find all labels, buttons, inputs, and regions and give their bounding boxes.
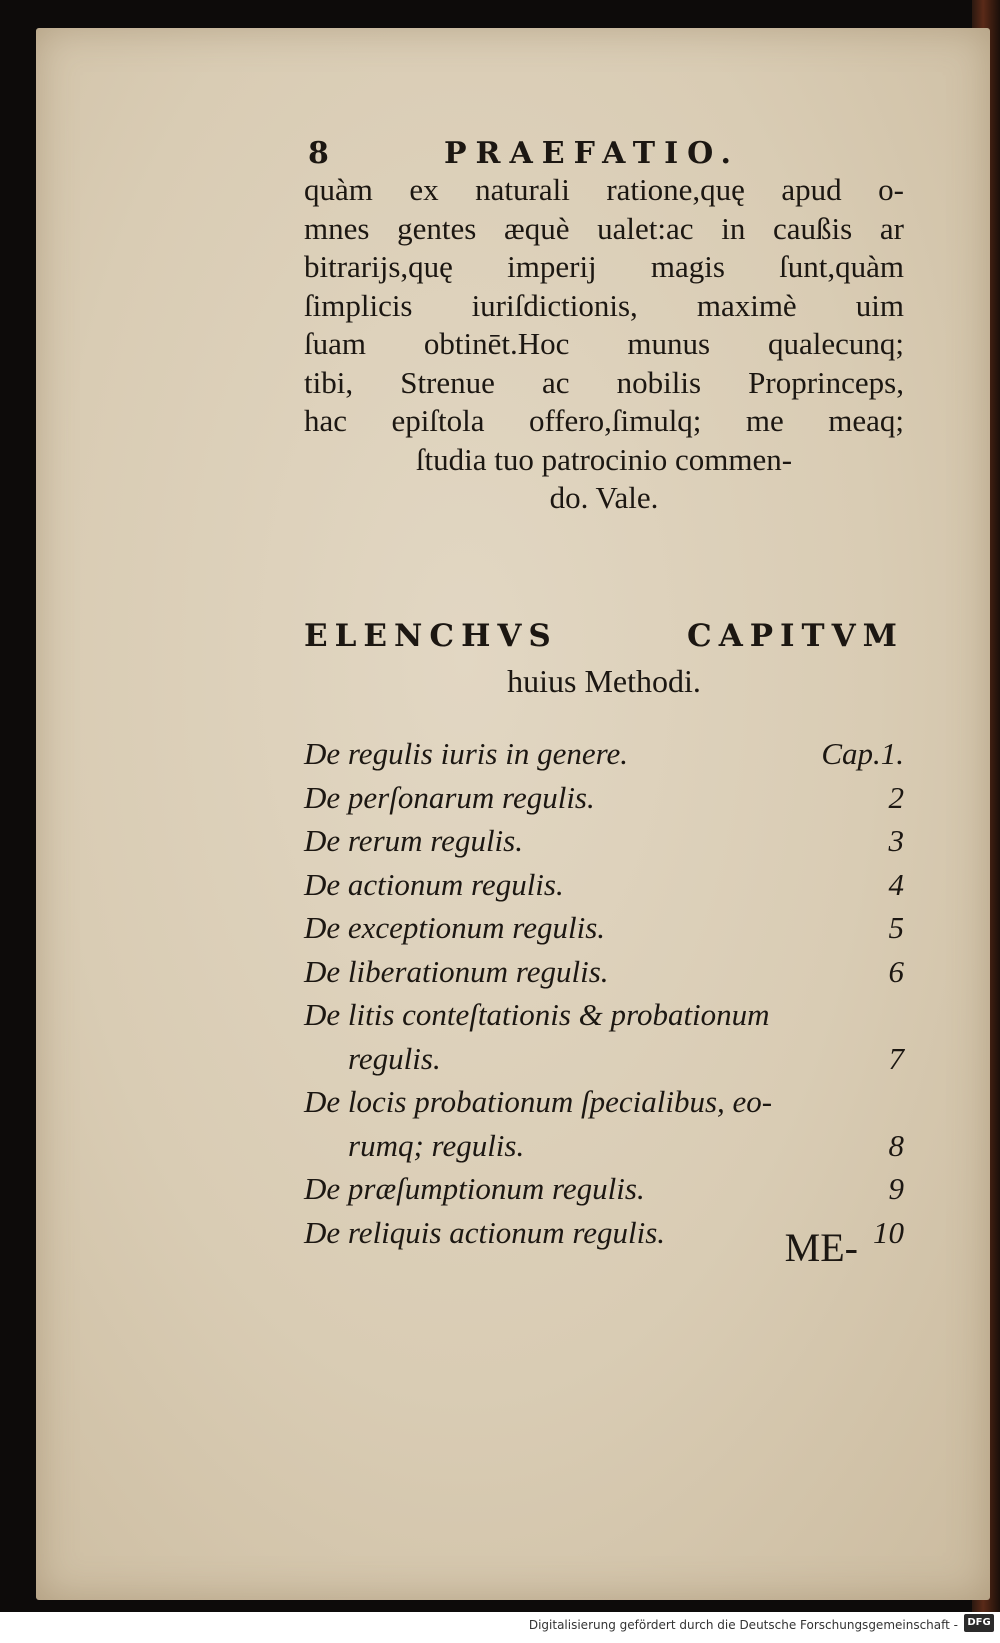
chapter-entry bbox=[304, 1124, 904, 1168]
text-line: do. Vale. bbox=[549, 480, 659, 515]
text-line: quàm ex naturali ratione,quę apud o- bbox=[304, 172, 904, 207]
text-line: bitrarijs,quę imperij magis ſunt,quàm bbox=[304, 249, 904, 284]
chapter-entry bbox=[304, 819, 904, 863]
chapter-title: De perſonarum regulis. bbox=[304, 779, 595, 815]
chapter-number: 7 bbox=[888, 1040, 904, 1076]
catchword: ME- bbox=[784, 1225, 858, 1270]
chapter-entry bbox=[304, 776, 904, 820]
text-line: mnes gentes æquè ualet:ac in caußis ar bbox=[304, 210, 904, 246]
chapter-title: regulis. bbox=[348, 1040, 441, 1076]
text-line: ſtudia tuo patrocinio commen- bbox=[415, 441, 793, 477]
chapter-title: De liberationum regulis. bbox=[304, 953, 609, 989]
chapter-number: 6 bbox=[888, 953, 904, 989]
chapter-title: De actionum regulis. bbox=[304, 866, 564, 902]
chapter-title: De litis conteſtationis & probationum bbox=[304, 997, 770, 1032]
chapter-list bbox=[304, 732, 904, 1254]
chapter-title: rumq; regulis. bbox=[348, 1127, 525, 1163]
chapter-entry bbox=[304, 906, 904, 950]
dfg-logo-icon: DFG bbox=[964, 1614, 994, 1632]
page-content bbox=[36, 28, 990, 1600]
chapter-entry bbox=[304, 1167, 904, 1211]
chapter-number: 5 bbox=[888, 910, 904, 945]
chapter-number: 4 bbox=[888, 866, 904, 902]
chapter-entry bbox=[304, 1037, 904, 1081]
chapter-entry bbox=[304, 863, 904, 907]
chapter-entry bbox=[304, 732, 904, 776]
chapter-title: De rerum regulis. bbox=[304, 823, 523, 858]
text-line: ſuam obtinēt.Hoc munus qualecunq; bbox=[304, 326, 904, 361]
text-line: ſimplicis iuriſdictionis, maximè uim bbox=[304, 287, 904, 323]
chapter-title: De exceptionum regulis. bbox=[304, 910, 606, 945]
chapter-title: De locis probationum ſpecialibus, eo- bbox=[304, 1084, 773, 1119]
elenchus-subheading: huius Methodi. bbox=[507, 663, 701, 699]
chapter-number: 2 bbox=[888, 779, 904, 815]
chapter-entry bbox=[304, 950, 904, 994]
preface-text bbox=[304, 171, 904, 518]
chapter-title: De præſumptionum regulis. bbox=[304, 1171, 645, 1206]
chapter-entry bbox=[304, 1080, 904, 1124]
funding-credit: Digitalisierung gefördert durch die Deutsche Forschungsgemeinschaft - bbox=[528, 1618, 958, 1632]
chapter-number: 10 bbox=[873, 1214, 904, 1250]
page-number: 8 bbox=[308, 136, 329, 171]
chapter-number: 9 bbox=[888, 1171, 904, 1206]
chapter-number: 3 bbox=[888, 823, 904, 858]
text-line: tibi, Strenue ac nobilis Proprinceps, bbox=[304, 364, 904, 400]
elenchus-heading: ELENCHVS CAPITVM bbox=[304, 618, 904, 654]
chapter-title: De reliquis actionum regulis. bbox=[304, 1214, 666, 1250]
chapter-number: 8 bbox=[888, 1127, 904, 1163]
running-title: PRAEFATIO. bbox=[444, 136, 740, 171]
chapter-entry bbox=[304, 993, 904, 1037]
text-line: hac epiſtola offero,ſimulq; me meaq; bbox=[304, 403, 904, 438]
chapter-title: De regulis iuris in genere. bbox=[304, 736, 629, 771]
book-page bbox=[36, 28, 990, 1600]
chapter-number: Cap.1. bbox=[821, 736, 904, 771]
